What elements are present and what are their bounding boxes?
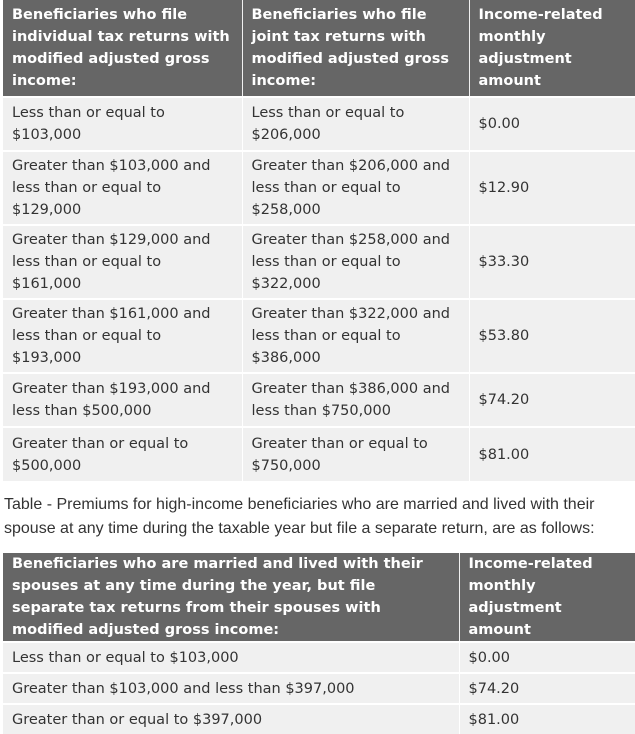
individual-income-cell: Greater than $161,000 and less than or equal to $193,000	[3, 299, 242, 373]
married-separate-premium-table	[3, 553, 635, 734]
header-adjustment-amount: Income-related monthly adjustment amount	[459, 553, 635, 642]
adjustment-amount-cell: $0.00	[459, 642, 635, 673]
header-adjustment-amount: Income-related monthly adjustment amount	[469, 0, 635, 97]
married-separate-income-cell: Less than or equal to $103,000	[3, 642, 459, 673]
table-caption: Table - Premiums for high-income beneficiaries who are married and lived with their spouse at any time during the taxable year but file a separate return, are as follows:	[4, 496, 595, 537]
table-row	[3, 373, 635, 427]
adjustment-amount-cell: $81.00	[459, 704, 635, 734]
individual-joint-premium-table	[3, 0, 635, 481]
joint-income-cell: Greater than $258,000 and less than or equal to $322,000	[242, 225, 469, 299]
joint-income-cell: Greater than or equal to $750,000	[242, 427, 469, 481]
table-row	[3, 225, 635, 299]
table-row	[3, 97, 635, 151]
adjustment-amount-cell: $74.20	[459, 673, 635, 704]
individual-income-cell: Less than or equal to $103,000	[3, 97, 242, 151]
joint-income-cell: Greater than $386,000 and less than $750,000	[242, 373, 469, 427]
adjustment-amount-cell: $33.30	[469, 225, 635, 299]
table-row	[3, 299, 635, 373]
married-separate-income-cell: Greater than $103,000 and less than $397,000	[3, 673, 459, 704]
table-header-row	[3, 0, 635, 97]
joint-income-cell: Greater than $206,000 and less than or equal to $258,000	[242, 151, 469, 225]
adjustment-amount-cell: $53.80	[469, 299, 635, 373]
header-individual-income: Beneficiaries who file individual tax returns with modified adjusted gross income:	[3, 0, 242, 97]
joint-income-cell: Greater than $322,000 and less than or equal to $386,000	[242, 299, 469, 373]
individual-income-cell: Greater than $129,000 and less than or equal to $161,000	[3, 225, 242, 299]
joint-income-cell: Less than or equal to $206,000	[242, 97, 469, 151]
table-row	[3, 151, 635, 225]
table-row	[3, 427, 635, 481]
individual-income-cell: Greater than $103,000 and less than or equal to $129,000	[3, 151, 242, 225]
individual-income-cell: Greater than $193,000 and less than $500,000	[3, 373, 242, 427]
header-joint-income: Beneficiaries who file joint tax returns with modified adjusted gross income:	[242, 0, 469, 97]
table-row	[3, 704, 635, 734]
header-married-separate-income: Beneficiaries who are married and lived with their spouses at any time during the year, but file separate tax returns from their spouses with modified adjusted gross income:	[3, 553, 459, 642]
individual-income-cell: Greater than or equal to $500,000	[3, 427, 242, 481]
adjustment-amount-cell: $12.90	[469, 151, 635, 225]
adjustment-amount-cell: $0.00	[469, 97, 635, 151]
table-header-row	[3, 553, 635, 642]
adjustment-amount-cell: $74.20	[469, 373, 635, 427]
table-row	[3, 673, 635, 704]
table-row	[3, 642, 635, 673]
married-separate-income-cell: Greater than or equal to $397,000	[3, 704, 459, 734]
adjustment-amount-cell: $81.00	[469, 427, 635, 481]
